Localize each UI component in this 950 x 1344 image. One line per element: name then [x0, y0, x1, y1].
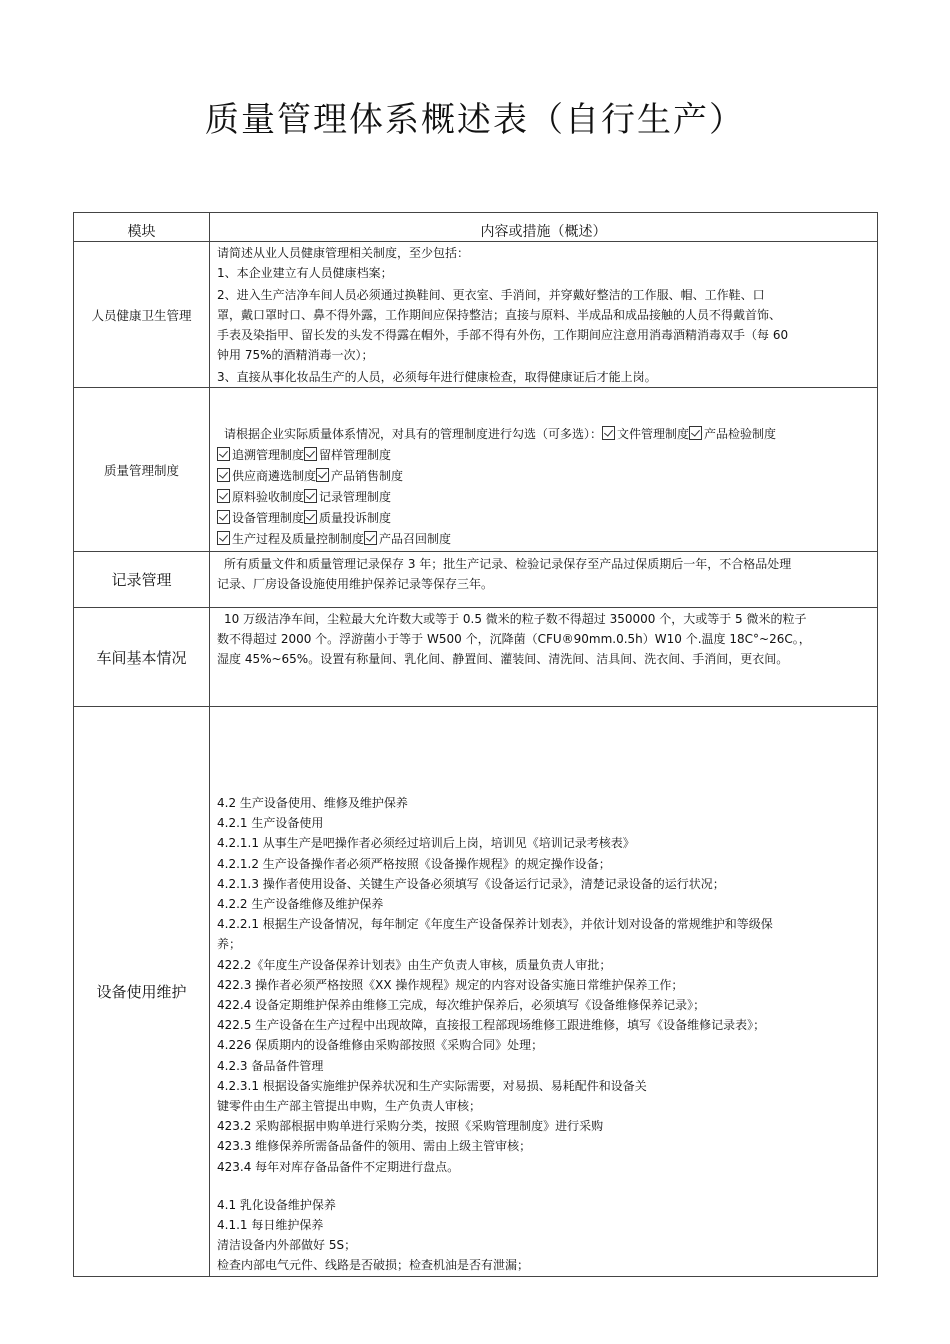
checklist-line	[210, 445, 877, 466]
check-label: 设备管理制度	[232, 511, 305, 525]
table-row-records	[74, 552, 878, 608]
content-line: 422.2《年度生产设备保养计划表》由生产负责人审核，质量负责人审批；	[217, 957, 612, 972]
content-line: 4.2.1.1 从事生产是吧操作者必须经过培训后上岗，培训见《培训记录考核表》	[217, 836, 635, 851]
check-label: 供应商遴选制度	[232, 469, 317, 483]
row-label-records: 记录管理	[74, 552, 210, 608]
row-content-equipment	[210, 707, 878, 1277]
check-label: 质量投诉制度	[319, 511, 392, 525]
checkbox-checked-icon[interactable]	[217, 447, 230, 461]
content-line: 记录、厂房设备设施使用维护保养记录等保存三年。	[217, 577, 494, 591]
row-content-records	[210, 552, 878, 608]
content-line: 4.2.1 生产设备使用	[217, 816, 324, 831]
content-line: 所有质量文件和质量管理记录保存 3 年；批生产记录、检验记录保存至产品过保质期后一年，不合格品处理	[224, 557, 792, 571]
content-line: 钟用 75%的酒精消毒一次）；	[217, 348, 374, 362]
content-line: 湿度 45%~65%。设置有称量间、乳化间、静置间、灌装间、清洗间、洁具间、洗衣间、手消间，更衣间。	[217, 652, 789, 666]
checkbox-checked-icon[interactable]	[304, 510, 317, 524]
table-row-equipment	[74, 707, 878, 1277]
content-line: 4.226 保质期内的设备维修由采购部按照《采购合同》处理；	[217, 1038, 544, 1053]
table-row-personnel-health	[74, 242, 878, 388]
checklist-intro: 请根据企业实际质量体系情况，对具有的管理制度进行勾选（可多选）：	[224, 427, 603, 441]
row-label-personnel-health: 人员健康卫生管理	[74, 242, 210, 388]
content-line: 1、本企业建立有人员健康档案；	[217, 266, 393, 280]
checkbox-checked-icon[interactable]	[304, 447, 317, 461]
content-line: 2、进入生产洁净车间人员必须通过换鞋间、更衣室、手消间，并穿戴好整洁的工作服、帽、工作鞋、口	[217, 288, 765, 302]
checklist-line	[210, 487, 877, 508]
check-label: 产品销售制度	[331, 469, 404, 483]
header-content: 内容或措施（概述）	[210, 213, 878, 242]
table-row-quality-rules	[74, 388, 878, 552]
content-line: 4.1 乳化设备维护保养	[217, 1197, 336, 1212]
check-label: 追溯管理制度	[232, 448, 305, 462]
content-line-blank	[210, 1177, 877, 1195]
checklist-intro-line	[210, 424, 877, 445]
checkbox-checked-icon[interactable]	[602, 426, 615, 440]
content-line: 清洁设备内外部做好 5S；	[217, 1238, 357, 1253]
checkbox-checked-icon[interactable]	[364, 531, 377, 545]
row-content-personnel-health	[210, 242, 878, 388]
checklist-line	[210, 508, 877, 529]
check-label: 留样管理制度	[319, 448, 392, 462]
document-title: 质量管理体系概述表（自行生产）	[205, 100, 745, 140]
table-header-row	[74, 213, 878, 242]
content-line: 4.2.2 生产设备维修及维护保养	[217, 897, 384, 912]
content-line: 4.2.2.1 根据生产设备情况，每年制定《年度生产设备保养计划表》，并依计划对设备的常规维护和等级保	[217, 917, 773, 932]
content-line: 检查内部电气元件、线路是否破损；检查机油是否有泄漏；	[217, 1258, 530, 1273]
content-line: 422.4 设备定期维护保养由维修工完成，每次维护保养后，必须填写《设备维修保养记录》；	[217, 998, 706, 1013]
content-line: 422.5 生产设备在生产过程中出现故障，直接报工程部现场维修工跟进维修，填写《设备维修记录表》；	[217, 1018, 766, 1033]
checkbox-checked-icon[interactable]	[217, 468, 230, 482]
content-line: 4.2.1.2 生产设备操作者必须严格按照《设备操作规程》的规定操作设备；	[217, 856, 611, 871]
content-line: 423.4 每年对库存备品备件不定期进行盘点。	[217, 1159, 460, 1174]
content-line: 请简述从业人员健康管理相关制度，至少包括：	[217, 246, 470, 260]
checkbox-checked-icon[interactable]	[304, 489, 317, 503]
content-line: 422.3 操作者必须严格按照《XX 操作规程》规定的内容对设备实施日常维护保养工作；	[217, 977, 684, 992]
row-label-equipment: 设备使用维护	[74, 707, 210, 1277]
content-line: 4.2.3 备品备件管理	[217, 1058, 324, 1073]
checkbox-checked-icon[interactable]	[316, 468, 329, 482]
quality-system-table	[73, 212, 878, 1277]
content-line: 键零件由生产部主管提出申购，生产负责人审核；	[217, 1099, 482, 1114]
check-label: 产品召回制度	[379, 532, 452, 546]
table-row-workshop	[74, 608, 878, 707]
content-line: 手表及染指甲、留长发的头发不得露在帽外，手部不得有外伤，工作期间应注意用消毒酒精消毒双手（每 60	[217, 328, 789, 342]
check-label: 记录管理制度	[319, 490, 392, 504]
check-label: 产品检验制度	[704, 427, 777, 441]
content-line: 4.2.1.3 操作者使用设备、关键生产设备必须填写《设备运行记录》，清楚记录设备的运行状况；	[217, 876, 725, 891]
checklist-line	[210, 529, 877, 550]
content-line: 10 万级洁净车间，尘粒最大允许数大或等于 0.5 微米的粒子数不得超过 350000 个，大或等于 5 微米的粒子	[224, 612, 807, 626]
checkbox-checked-icon[interactable]	[217, 510, 230, 524]
content-line: 数不得超过 2000 个。浮游菌小于等于 W500 个，沉降菌（CFU®90mm.0.5h）W10 个.温度 18C°~26C。，	[217, 632, 811, 646]
check-label: 生产过程及质量控制制度	[232, 532, 365, 546]
content-line: 423.3 维修保养所需备品备件的领用、需由上级主管审核；	[217, 1139, 532, 1154]
checkbox-checked-icon[interactable]	[689, 426, 702, 440]
header-module: 模块	[74, 213, 210, 242]
content-line: 4.2 生产设备使用、维修及维护保养	[217, 796, 408, 810]
content-line: 3、直接从事化妆品生产的人员，必须每年进行健康检查，取得健康证后才能上岗。	[217, 370, 657, 384]
content-line: 4.1.1 每日维护保养	[217, 1218, 324, 1233]
content-line: 423.2 采购部根据申购单进行采购分类，按照《采购管理制度》进行采购	[217, 1119, 604, 1134]
row-content-quality-rules	[210, 388, 878, 552]
content-line: 4.2.3.1 根据设备实施维护保养状况和生产实际需要，对易损、易耗配件和设备关	[217, 1078, 647, 1093]
checkbox-checked-icon[interactable]	[217, 531, 230, 545]
check-label: 文件管理制度	[617, 427, 690, 441]
content-line: 罩，戴口罩时口、鼻不得外露，工作期间应保持整洁；直接与原料、半成品和成品接触的人员不得戴首饰、	[217, 308, 782, 322]
row-label-workshop: 车间基本情况	[74, 608, 210, 707]
content-line: 养；	[217, 937, 242, 952]
check-label: 原料验收制度	[232, 490, 305, 504]
row-content-workshop	[210, 608, 878, 707]
checkbox-checked-icon[interactable]	[217, 489, 230, 503]
row-label-quality-rules: 质量管理制度	[74, 388, 210, 552]
checklist-line	[210, 466, 877, 487]
